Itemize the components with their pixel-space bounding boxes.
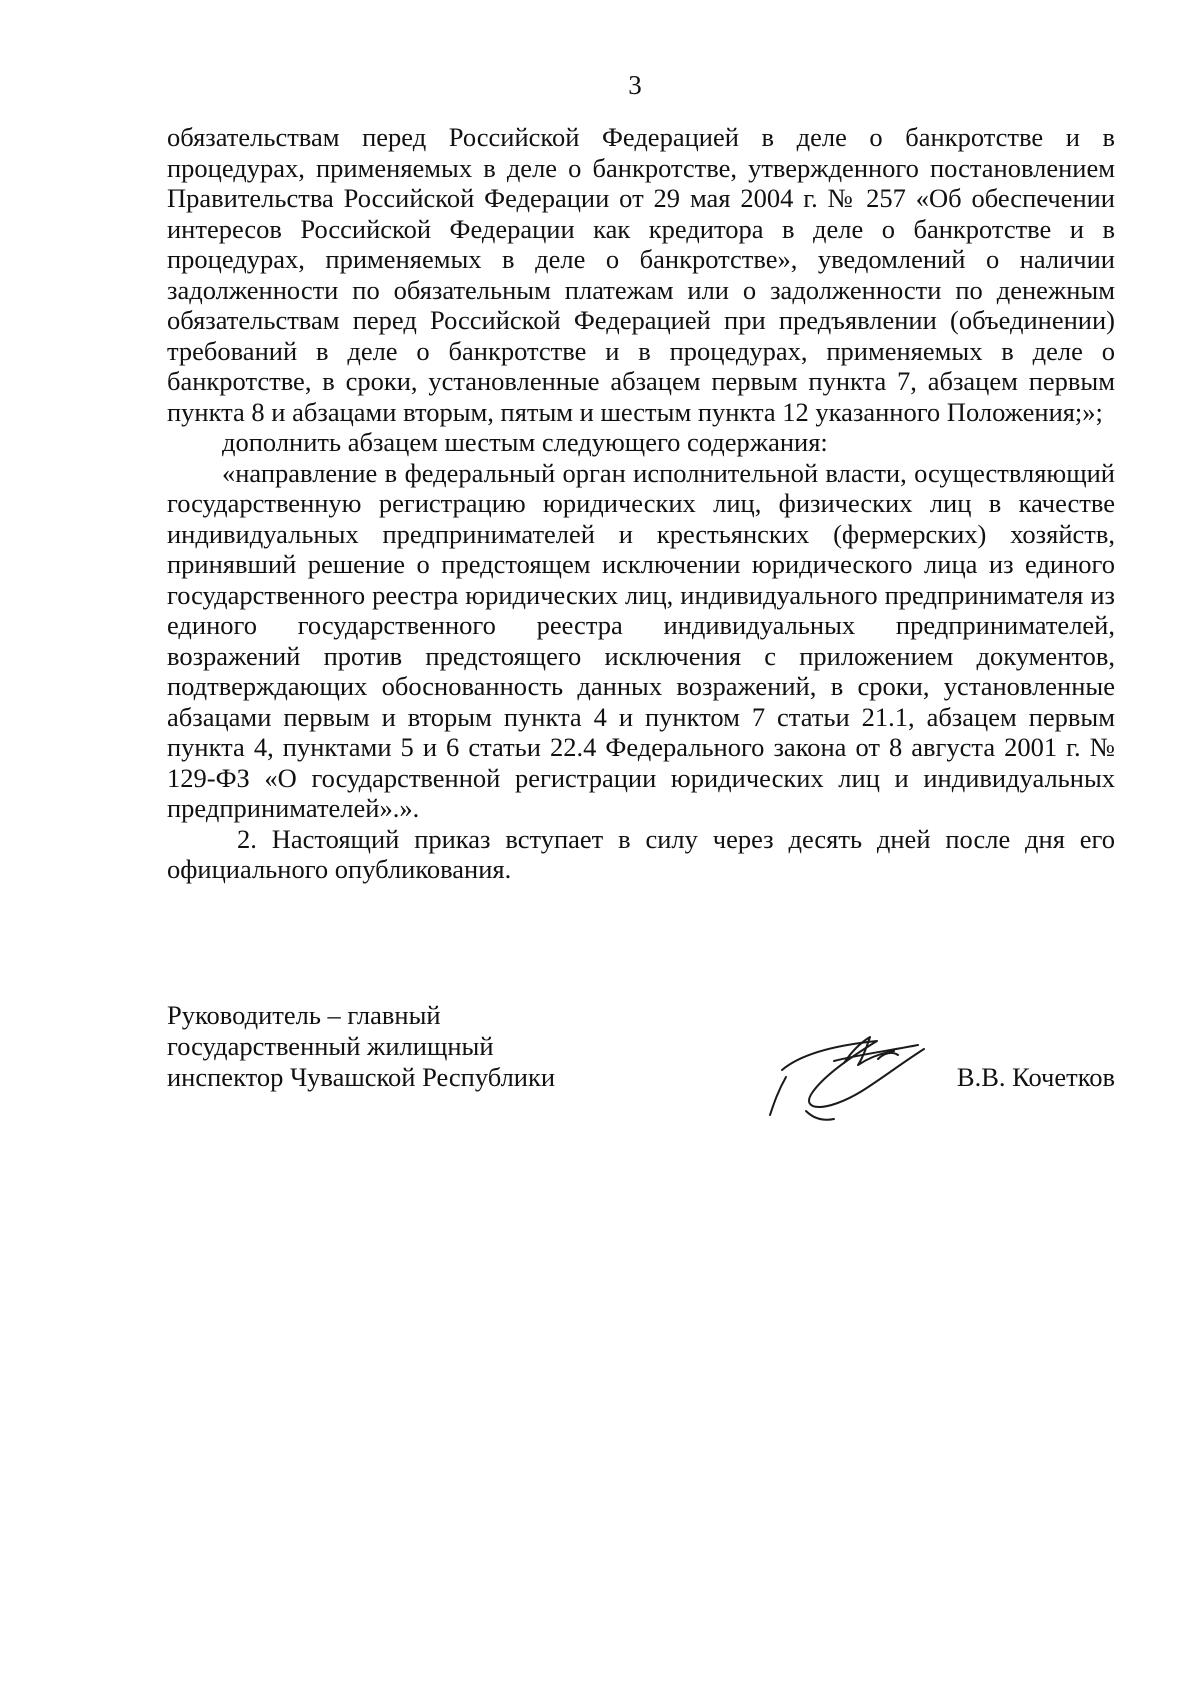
signer-title-line: Руководитель – главный (167, 1000, 441, 1030)
signer-title-line: инспектор Чувашской Республики (167, 1062, 556, 1092)
page-number: 3 (628, 70, 642, 100)
paragraph-amendment-text: «направление в федеральный орган исполнительной власти, осуществляющий государственную регистрацию юридических лиц, физических лиц в качестве индивидуальных предпринимателей и крестьянских (фермерских) хозяйств, принявший решение о предстоящем исключении юридического лица из единого государственного реестра юридических лиц, индивидуального предпринимателя из единого государственного реестра индивидуальных предпринимателей, возражений против предстоящего исключения с приложением документов, подтверждающих обоснованность данных возражений, в сроки, установленные абзацами первым и вторым пункта 4 и пунктом 7 статьи 21.1, абзацем первым пункта 4, пунктами 5 и 6 статьи 22.4 Федерального закона от 8 августа 2001 г. № 129-ФЗ «О государственной регистрации юридических лиц и индивидуальных предпринимателей».». (167, 457, 1115, 823)
handwritten-signature (742, 1015, 942, 1125)
paragraph-amendment-intro: дополнить абзацем шестым следующего содержания: (222, 427, 828, 457)
document-body (167, 122, 1115, 885)
signature-block (167, 1000, 1115, 1150)
signer-name: В.В. Кочетков (956, 1062, 1115, 1092)
paragraph-effective-date: 2. Настоящий приказ вступает в силу через десять дней после дня его официального опубликования. (167, 823, 1115, 884)
signer-title (167, 1000, 555, 1093)
paragraph-continuation: обязательствам перед Российской Федерацией в деле о банкротстве и в процедурах, применяемых в деле о банкротстве, утвержденного постановлением Правительства Российской Федерации от 29 мая 2004 г. № 257 «Об обеспечении интересов Российской Федерации как кредитора в деле о банкротстве и в процедурах, применяемых в деле о банкротстве», уведомлений о наличии задолженности по обязательным платежам или о задолженности по денежным обязательствам перед Российской Федерацией при предъявлении (объединении) требований в деле о банкротстве и в процедурах, применяемых в деле о банкротстве, в сроки, установленные абзацем первым пункта 7, абзацем первым пункта 8 и абзацами вторым, пятым и шестым пункта 12 указанного Положения;»; (167, 122, 1115, 427)
signer-title-line: государственный жилищный (167, 1031, 494, 1061)
